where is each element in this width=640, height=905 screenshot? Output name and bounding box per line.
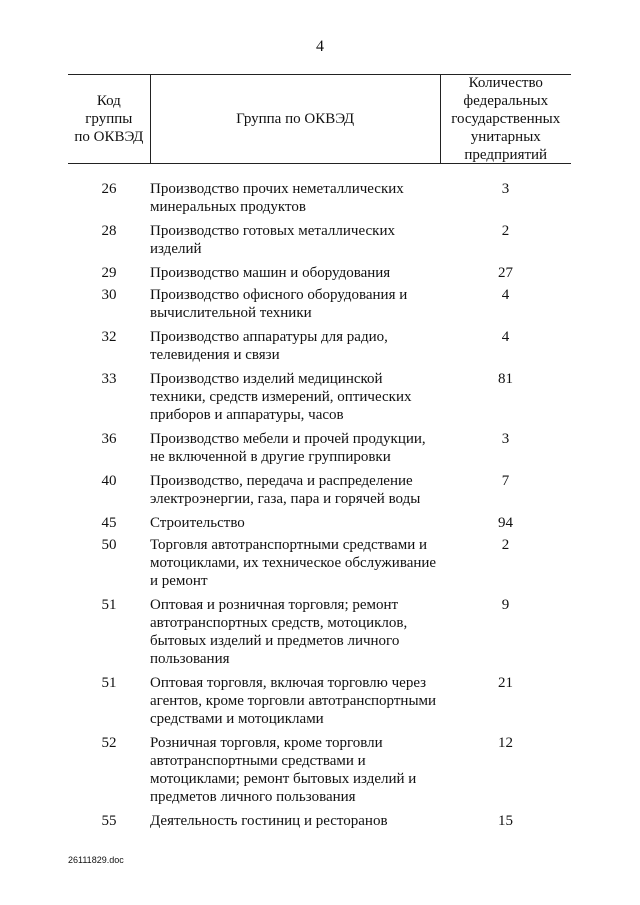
group-name-line: Производство изделий медицинской [150, 371, 383, 387]
header-count-line: государственных [451, 111, 561, 127]
table-row [68, 472, 571, 508]
group-name [150, 514, 440, 532]
header-code-line: по ОКВЭД [74, 129, 144, 145]
table-header [68, 74, 571, 164]
okved-table [68, 74, 571, 829]
header-count-line: Количество [468, 75, 543, 91]
okved-code: 40 [101, 473, 117, 489]
group-name-line: Производство машин и оборудования [150, 265, 391, 281]
enterprise-count: 4 [501, 329, 510, 345]
group-name [150, 180, 440, 216]
group-name [150, 472, 440, 508]
group-name-line: Производство мебели и прочей продукции, [150, 431, 426, 447]
group-name [150, 430, 440, 466]
group-name [150, 812, 440, 830]
group-name-line: электроэнергии, газа, пара и горячей воды [150, 491, 421, 507]
table-row [68, 536, 571, 590]
group-name-line: Строительство [150, 515, 245, 531]
group-name [150, 370, 440, 424]
group-name [150, 328, 440, 364]
header-code [68, 75, 151, 163]
enterprise-count: 27 [498, 265, 513, 281]
group-name-line: Деятельность гостиниц и ресторанов [150, 813, 388, 829]
table-row [68, 812, 571, 830]
group-name-line: предметов личного пользования [150, 789, 356, 805]
header-group: Группа по ОКВЭД [236, 111, 355, 127]
group-name-line: Производство офисного оборудования и [150, 287, 408, 303]
group-name [150, 222, 440, 258]
okved-code: 50 [101, 537, 117, 553]
okved-code: 51 [101, 597, 117, 613]
enterprise-count: 3 [501, 181, 510, 197]
table-row [68, 430, 571, 466]
okved-code: 28 [101, 223, 117, 239]
okved-code: 33 [101, 371, 117, 387]
group-name-line: мотоциклами; ремонт бытовых изделий и [150, 771, 417, 787]
group-name-line: пользования [150, 651, 230, 667]
group-name-line: автотранспортных средств, мотоциклов, [150, 615, 408, 631]
enterprise-count: 15 [498, 813, 513, 829]
header-count-line: унитарных [470, 129, 541, 145]
page-number: 4 [316, 38, 324, 55]
enterprise-count: 81 [498, 371, 513, 387]
header-count-line: предприятий [464, 147, 548, 163]
table-row [68, 180, 571, 216]
group-name [150, 264, 440, 282]
header-code-line: Код [96, 93, 121, 109]
okved-code: 26 [101, 181, 117, 197]
group-name-line: агентов, кроме торговли автотранспортными [150, 693, 437, 709]
table-row [68, 328, 571, 364]
group-name-line: не включенной в другие группировки [150, 449, 391, 465]
enterprise-count: 2 [501, 223, 510, 239]
group-name-line: Оптовая и розничная торговля; ремонт [150, 597, 399, 613]
group-name [150, 286, 440, 322]
enterprise-count: 12 [498, 735, 513, 751]
group-name-line: телевидения и связи [150, 347, 280, 363]
group-name-line: вычислительной техники [150, 305, 312, 321]
group-name-line: бытовых изделий и предметов личного [150, 633, 400, 649]
group-name-line: Оптовая торговля, включая торговлю через [150, 675, 427, 691]
okved-code: 30 [101, 287, 117, 303]
header-count-line: федеральных [463, 93, 549, 109]
document-filename: 26111829.doc [68, 855, 124, 865]
table-row [68, 734, 571, 806]
group-name [150, 674, 440, 728]
okved-code: 51 [101, 675, 117, 691]
table-row [68, 222, 571, 258]
okved-code: 29 [101, 265, 117, 281]
group-name [150, 596, 440, 668]
table-row [68, 370, 571, 424]
enterprise-count: 7 [501, 473, 510, 489]
group-name-line: и ремонт [150, 573, 208, 589]
table-row [68, 674, 571, 728]
table-row [68, 264, 571, 282]
group-name-line: Торговля автотранспортными средствами и [150, 537, 428, 553]
group-name-line: изделий [150, 241, 202, 257]
group-name-line: минеральных продуктов [150, 199, 306, 215]
group-name-line: Производство прочих неметаллических [150, 181, 404, 197]
group-name-line: Производство готовых металлических [150, 223, 395, 239]
group-name-line: приборов и аппаратуры, часов [150, 407, 344, 423]
group-name [150, 536, 440, 590]
enterprise-count: 4 [501, 287, 510, 303]
group-name-line: техники, средств измерений, оптических [150, 389, 412, 405]
enterprise-count: 2 [501, 537, 510, 553]
group-name-line: Производство аппаратуры для радио, [150, 329, 388, 345]
table-row [68, 514, 571, 532]
group-name-line: мотоциклами, их техническое обслуживание [150, 555, 437, 571]
table-row [68, 286, 571, 322]
group-name [150, 734, 440, 806]
group-name-line: средствами и мотоциклами [150, 711, 324, 727]
okved-code: 52 [101, 735, 117, 751]
okved-code: 55 [101, 813, 117, 829]
enterprise-count: 21 [498, 675, 513, 691]
okved-code: 45 [101, 515, 117, 531]
enterprise-count: 94 [498, 515, 513, 531]
header-code-line: группы [85, 111, 133, 127]
enterprise-count: 3 [501, 431, 510, 447]
okved-code: 32 [101, 329, 117, 345]
okved-code: 36 [101, 431, 117, 447]
header-count [440, 75, 571, 163]
group-name-line: Производство, передача и распределение [150, 473, 413, 489]
group-name-line: Розничная торговля, кроме торговли [150, 735, 383, 751]
group-name-line: автотранспортными средствами и [150, 753, 366, 769]
table-row [68, 596, 571, 668]
enterprise-count: 9 [501, 597, 510, 613]
